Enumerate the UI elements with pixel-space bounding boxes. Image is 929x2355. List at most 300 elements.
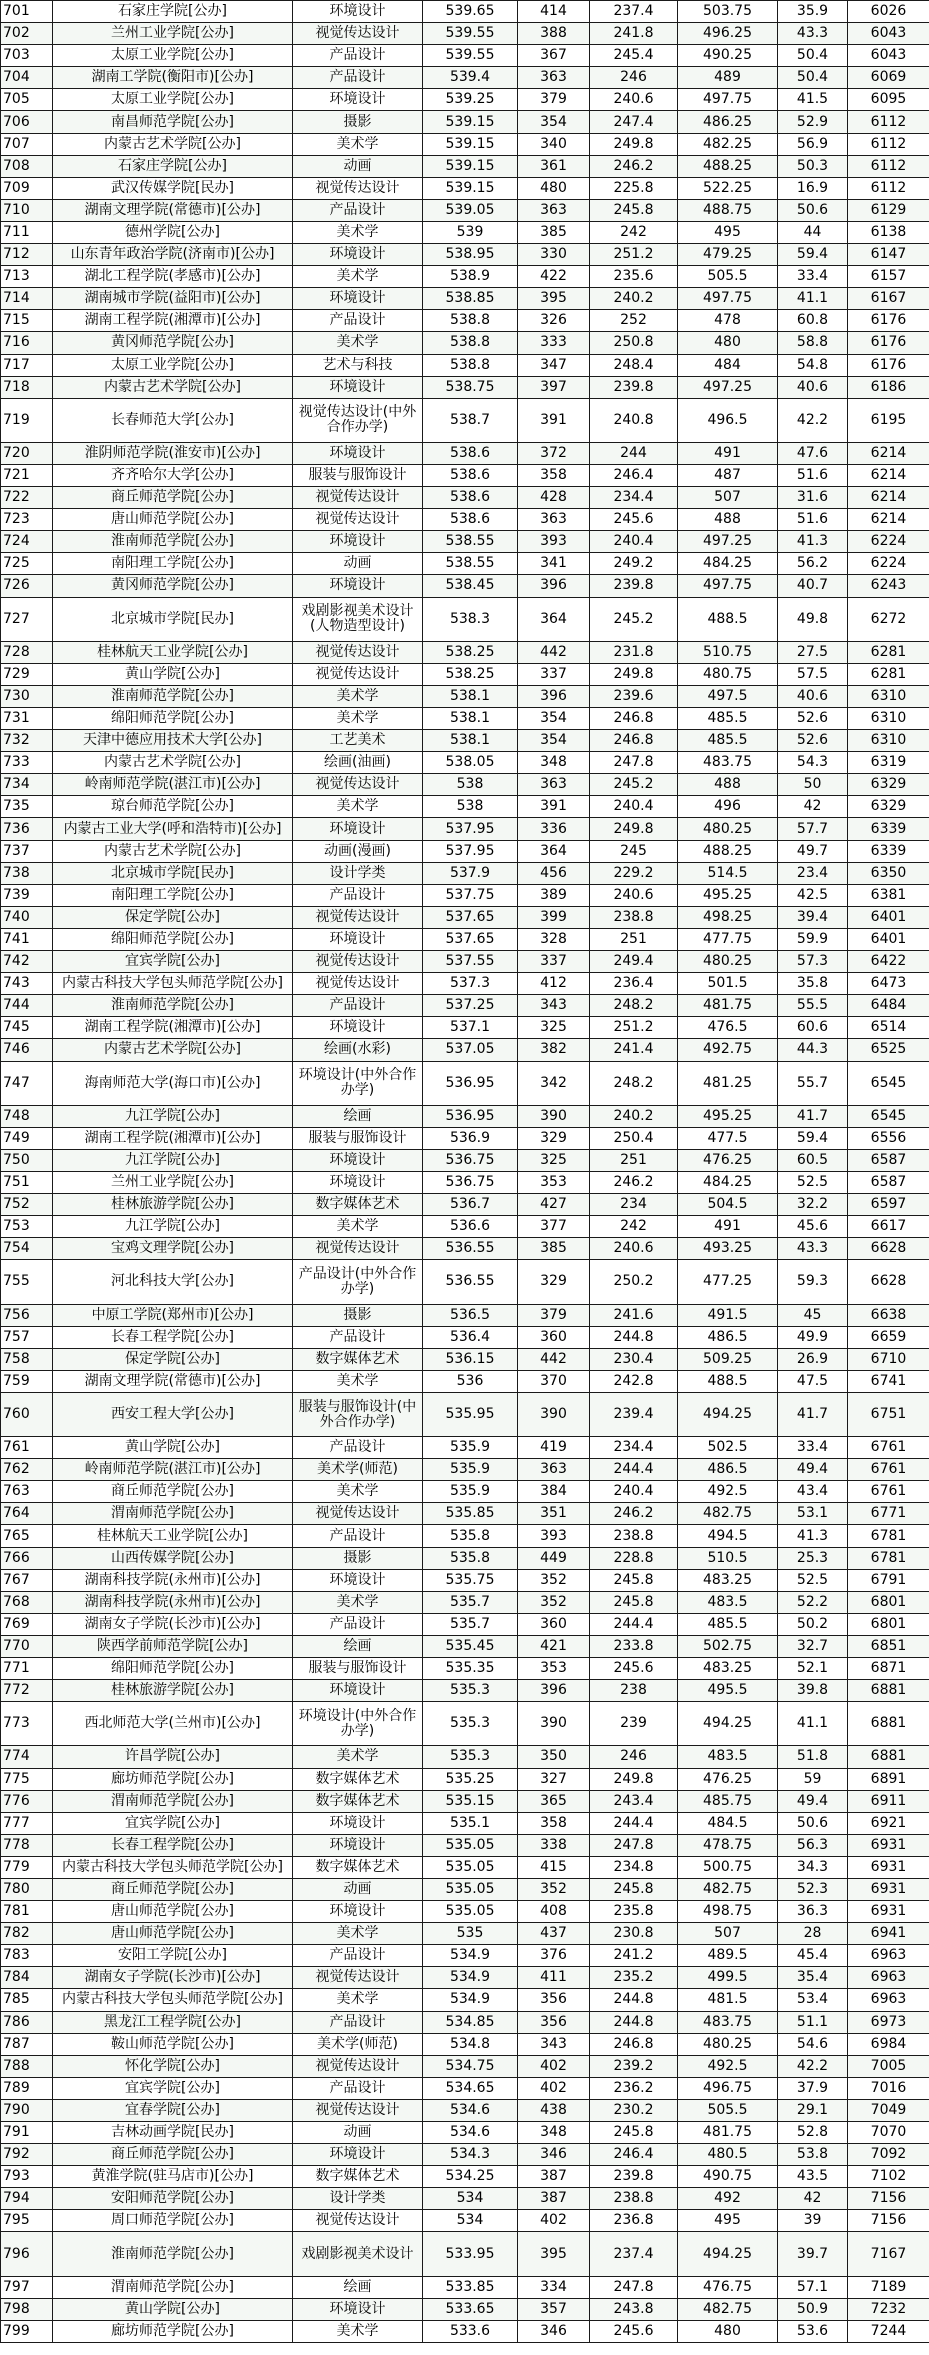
composite-score-cell: 538.1 [423, 708, 518, 730]
culture-score-cell: 245.8 [590, 1878, 678, 1900]
school-name-cell: 湖北工程学院(孝感市)[公办] [53, 266, 293, 288]
score-gap-cell: 16.9 [778, 177, 848, 199]
composite-score-cell: 539.05 [423, 199, 518, 221]
composite-score-cell: 535.25 [423, 1768, 518, 1790]
major-name-cell: 产品设计 [293, 45, 423, 67]
score-gap-cell: 40.6 [778, 376, 848, 398]
score-gap-cell: 47.6 [778, 442, 848, 464]
professional-score-cell: 415 [518, 1856, 590, 1878]
composite-score-cell: 536.4 [423, 1326, 518, 1348]
school-name-cell: 内蒙古科技大学包头师范学院[公办] [53, 1856, 293, 1878]
major-name-cell: 产品设计(中外合作办学) [293, 1260, 423, 1304]
converted-score-cell: 486.5 [678, 1459, 778, 1481]
major-name-cell: 数字媒体艺术 [293, 2166, 423, 2188]
professional-score-cell: 343 [518, 2033, 590, 2055]
composite-score-cell: 535.15 [423, 1790, 518, 1812]
rank-cell: 6751 [848, 1392, 929, 1436]
major-name-cell: 戏剧影视美术设计 [293, 2232, 423, 2276]
school-name-cell: 宜宾学院[公办] [53, 1812, 293, 1834]
score-gap-cell: 35.8 [778, 973, 848, 995]
culture-score-cell: 240.4 [590, 531, 678, 553]
row-number-cell: 776 [1, 1790, 53, 1812]
rank-cell: 6422 [848, 951, 929, 973]
score-gap-cell: 51.6 [778, 464, 848, 486]
converted-score-cell: 480.25 [678, 951, 778, 973]
score-gap-cell: 41.1 [778, 288, 848, 310]
major-name-cell: 绘画 [293, 1635, 423, 1657]
professional-score-cell: 348 [518, 752, 590, 774]
school-name-cell: 宜春学院[公办] [53, 2099, 293, 2121]
professional-score-cell: 348 [518, 2122, 590, 2144]
professional-score-cell: 399 [518, 906, 590, 928]
culture-score-cell: 249.8 [590, 133, 678, 155]
rank-cell: 6147 [848, 244, 929, 266]
school-name-cell: 内蒙古科技大学包头师范学院[公办] [53, 1989, 293, 2011]
row-number-cell: 721 [1, 464, 53, 486]
rank-cell: 6638 [848, 1304, 929, 1326]
composite-score-cell: 536.55 [423, 1260, 518, 1304]
composite-score-cell: 534.9 [423, 1989, 518, 2011]
composite-score-cell: 538.1 [423, 685, 518, 707]
score-gap-cell: 42.5 [778, 884, 848, 906]
converted-score-cell: 497.25 [678, 531, 778, 553]
major-name-cell: 环境设计 [293, 818, 423, 840]
professional-score-cell: 391 [518, 398, 590, 442]
school-name-cell: 西安工程大学[公办] [53, 1392, 293, 1436]
rank-cell: 6214 [848, 509, 929, 531]
row-number-cell: 724 [1, 531, 53, 553]
composite-score-cell: 535.9 [423, 1437, 518, 1459]
major-name-cell: 数字媒体艺术 [293, 1856, 423, 1878]
culture-score-cell: 239.8 [590, 2166, 678, 2188]
major-name-cell: 视觉传达设计 [293, 1967, 423, 1989]
school-name-cell: 安阳师范学院[公办] [53, 2188, 293, 2210]
professional-score-cell: 387 [518, 2188, 590, 2210]
school-name-cell: 桂林旅游学院[公办] [53, 1680, 293, 1702]
converted-score-cell: 485.5 [678, 1613, 778, 1635]
school-name-cell: 九江学院[公办] [53, 1216, 293, 1238]
professional-score-cell: 357 [518, 2298, 590, 2320]
school-name-cell: 武汉传媒学院[民办] [53, 177, 293, 199]
rank-cell: 6112 [848, 177, 929, 199]
professional-score-cell: 442 [518, 641, 590, 663]
school-name-cell: 安阳工学院[公办] [53, 1945, 293, 1967]
composite-score-cell: 539.15 [423, 155, 518, 177]
score-gap-cell: 58.8 [778, 332, 848, 354]
school-name-cell: 北京城市学院[民办] [53, 597, 293, 641]
school-name-cell: 淮阴师范学院(淮安市)[公办] [53, 442, 293, 464]
school-name-cell: 南阳理工学院[公办] [53, 553, 293, 575]
professional-score-cell: 419 [518, 1437, 590, 1459]
converted-score-cell: 481.25 [678, 1061, 778, 1105]
culture-score-cell: 228.8 [590, 1547, 678, 1569]
table-row [1, 1635, 929, 1657]
school-name-cell: 桂林航天工业学院[公办] [53, 1525, 293, 1547]
school-name-cell: 太原工业学院[公办] [53, 45, 293, 67]
row-number-cell: 704 [1, 67, 53, 89]
score-gap-cell: 45.4 [778, 1945, 848, 1967]
score-gap-cell: 60.8 [778, 310, 848, 332]
culture-score-cell: 234.8 [590, 1856, 678, 1878]
row-number-cell: 755 [1, 1260, 53, 1304]
rank-cell: 6329 [848, 774, 929, 796]
professional-score-cell: 395 [518, 2232, 590, 2276]
score-gap-cell: 52.8 [778, 2122, 848, 2144]
professional-score-cell: 327 [518, 1768, 590, 1790]
professional-score-cell: 402 [518, 2077, 590, 2099]
professional-score-cell: 456 [518, 862, 590, 884]
professional-score-cell: 329 [518, 1127, 590, 1149]
converted-score-cell: 477.75 [678, 928, 778, 950]
rank-cell: 6176 [848, 354, 929, 376]
row-number-cell: 789 [1, 2077, 53, 2099]
rank-cell: 6026 [848, 1, 929, 23]
major-name-cell: 服装与服饰设计(中外合作办学) [293, 1392, 423, 1436]
composite-score-cell: 538.9 [423, 266, 518, 288]
converted-score-cell: 483.5 [678, 1591, 778, 1613]
composite-score-cell: 538.8 [423, 354, 518, 376]
composite-score-cell: 536.75 [423, 1149, 518, 1171]
culture-score-cell: 239.4 [590, 1392, 678, 1436]
converted-score-cell: 488.25 [678, 840, 778, 862]
composite-score-cell: 535.7 [423, 1613, 518, 1635]
table-row [1, 509, 929, 531]
major-name-cell: 美术学(师范) [293, 2033, 423, 2055]
culture-score-cell: 246.2 [590, 1503, 678, 1525]
major-name-cell: 产品设计 [293, 995, 423, 1017]
converted-score-cell: 481.75 [678, 995, 778, 1017]
converted-score-cell: 510.5 [678, 1547, 778, 1569]
major-name-cell: 设计学类 [293, 2188, 423, 2210]
table-row [1, 1105, 929, 1127]
converted-score-cell: 497.75 [678, 575, 778, 597]
row-number-cell: 743 [1, 973, 53, 995]
culture-score-cell: 236.8 [590, 2210, 678, 2232]
score-gap-cell: 60.6 [778, 1017, 848, 1039]
table-row [1, 531, 929, 553]
composite-score-cell: 535.8 [423, 1547, 518, 1569]
score-gap-cell: 54.6 [778, 2033, 848, 2055]
composite-score-cell: 537.3 [423, 973, 518, 995]
rank-cell: 6095 [848, 89, 929, 111]
professional-score-cell: 367 [518, 45, 590, 67]
converted-score-cell: 488 [678, 774, 778, 796]
major-name-cell: 工艺美术 [293, 730, 423, 752]
professional-score-cell: 356 [518, 2011, 590, 2033]
professional-score-cell: 356 [518, 1989, 590, 2011]
score-gap-cell: 45.6 [778, 1216, 848, 1238]
composite-score-cell: 536.95 [423, 1105, 518, 1127]
score-gap-cell: 52.5 [778, 1171, 848, 1193]
table-row [1, 1945, 929, 1967]
culture-score-cell: 246.8 [590, 708, 678, 730]
row-number-cell: 723 [1, 509, 53, 531]
major-name-cell: 产品设计 [293, 1613, 423, 1635]
score-gap-cell: 59 [778, 1768, 848, 1790]
table-row [1, 1503, 929, 1525]
major-name-cell: 环境设计(中外合作办学) [293, 1061, 423, 1105]
composite-score-cell: 535.9 [423, 1481, 518, 1503]
culture-score-cell: 244.4 [590, 1812, 678, 1834]
row-number-cell: 719 [1, 398, 53, 442]
converted-score-cell: 495 [678, 221, 778, 243]
major-name-cell: 环境设计 [293, 2298, 423, 2320]
row-number-cell: 701 [1, 1, 53, 23]
rank-cell: 6628 [848, 1238, 929, 1260]
table-row [1, 1459, 929, 1481]
culture-score-cell: 240.2 [590, 1105, 678, 1127]
composite-score-cell: 538.25 [423, 641, 518, 663]
culture-score-cell: 240.8 [590, 398, 678, 442]
culture-score-cell: 251 [590, 1149, 678, 1171]
culture-score-cell: 247.4 [590, 111, 678, 133]
professional-score-cell: 360 [518, 1326, 590, 1348]
score-gap-cell: 51.1 [778, 2011, 848, 2033]
table-row [1, 2077, 929, 2099]
major-name-cell: 动画 [293, 1878, 423, 1900]
professional-score-cell: 388 [518, 23, 590, 45]
rank-cell: 6587 [848, 1171, 929, 1193]
table-row [1, 1017, 929, 1039]
culture-score-cell: 248.4 [590, 354, 678, 376]
professional-score-cell: 391 [518, 796, 590, 818]
table-row [1, 1547, 929, 1569]
professional-score-cell: 438 [518, 2099, 590, 2121]
table-row [1, 752, 929, 774]
table-row [1, 332, 929, 354]
major-name-cell: 环境设计 [293, 442, 423, 464]
row-number-cell: 752 [1, 1194, 53, 1216]
school-name-cell: 唐山师范学院[公办] [53, 1923, 293, 1945]
school-name-cell: 西北师范大学(兰州市)[公办] [53, 1702, 293, 1746]
composite-score-cell: 538.1 [423, 730, 518, 752]
major-name-cell: 视觉传达设计 [293, 663, 423, 685]
school-name-cell: 山西传媒学院[公办] [53, 1547, 293, 1569]
professional-score-cell: 358 [518, 1812, 590, 1834]
row-number-cell: 768 [1, 1591, 53, 1613]
major-name-cell: 视觉传达设计(中外合作办学) [293, 398, 423, 442]
row-number-cell: 736 [1, 818, 53, 840]
major-name-cell: 环境设计 [293, 244, 423, 266]
rank-cell: 6224 [848, 531, 929, 553]
school-name-cell: 商丘师范学院[公办] [53, 1878, 293, 1900]
culture-score-cell: 241.4 [590, 1039, 678, 1061]
table-row [1, 89, 929, 111]
composite-score-cell: 538.6 [423, 442, 518, 464]
rank-cell: 6381 [848, 884, 929, 906]
composite-score-cell: 537.95 [423, 818, 518, 840]
major-name-cell: 数字媒体艺术 [293, 1194, 423, 1216]
table-row [1, 906, 929, 928]
culture-score-cell: 248.2 [590, 995, 678, 1017]
composite-score-cell: 538.8 [423, 310, 518, 332]
culture-score-cell: 249.8 [590, 663, 678, 685]
converted-score-cell: 507 [678, 1923, 778, 1945]
culture-score-cell: 244.8 [590, 2011, 678, 2033]
converted-score-cell: 482.75 [678, 1878, 778, 1900]
rank-cell: 7232 [848, 2298, 929, 2320]
converted-score-cell: 493.25 [678, 1238, 778, 1260]
score-gap-cell: 40.7 [778, 575, 848, 597]
composite-score-cell: 537.55 [423, 951, 518, 973]
row-number-cell: 735 [1, 796, 53, 818]
school-name-cell: 岭南师范学院(湛江市)[公办] [53, 1459, 293, 1481]
major-name-cell: 美术学 [293, 133, 423, 155]
table-row [1, 1790, 929, 1812]
table-row [1, 928, 929, 950]
school-name-cell: 陕西学前师范学院[公办] [53, 1635, 293, 1657]
school-name-cell: 太原工业学院[公办] [53, 354, 293, 376]
converted-score-cell: 478.75 [678, 1834, 778, 1856]
rank-cell: 6931 [848, 1901, 929, 1923]
school-name-cell: 绵阳师范学院[公办] [53, 708, 293, 730]
professional-score-cell: 363 [518, 67, 590, 89]
row-number-cell: 747 [1, 1061, 53, 1105]
composite-score-cell: 534.9 [423, 1967, 518, 1989]
row-number-cell: 762 [1, 1459, 53, 1481]
professional-score-cell: 390 [518, 1702, 590, 1746]
professional-score-cell: 411 [518, 1967, 590, 1989]
professional-score-cell: 377 [518, 1216, 590, 1238]
professional-score-cell: 387 [518, 2166, 590, 2188]
rank-cell: 6310 [848, 730, 929, 752]
table-row [1, 244, 929, 266]
table-row [1, 354, 929, 376]
culture-score-cell: 229.2 [590, 862, 678, 884]
row-number-cell: 718 [1, 376, 53, 398]
rank-cell: 6176 [848, 332, 929, 354]
school-name-cell: 廊坊师范学院[公办] [53, 1768, 293, 1790]
major-name-cell: 环境设计(中外合作办学) [293, 1702, 423, 1746]
school-name-cell: 内蒙古工业大学(呼和浩特市)[公办] [53, 818, 293, 840]
rank-cell: 6659 [848, 1326, 929, 1348]
rank-cell: 7092 [848, 2144, 929, 2166]
culture-score-cell: 234.4 [590, 487, 678, 509]
row-number-cell: 788 [1, 2055, 53, 2077]
major-name-cell: 环境设计 [293, 89, 423, 111]
composite-score-cell: 535.05 [423, 1878, 518, 1900]
composite-score-cell: 536 [423, 1370, 518, 1392]
culture-score-cell: 231.8 [590, 641, 678, 663]
school-name-cell: 绵阳师范学院[公办] [53, 928, 293, 950]
rank-cell: 6525 [848, 1039, 929, 1061]
row-number-cell: 715 [1, 310, 53, 332]
row-number-cell: 748 [1, 1105, 53, 1127]
row-number-cell: 786 [1, 2011, 53, 2033]
professional-score-cell: 350 [518, 1746, 590, 1768]
professional-score-cell: 412 [518, 973, 590, 995]
row-number-cell: 795 [1, 2210, 53, 2232]
professional-score-cell: 390 [518, 1105, 590, 1127]
major-name-cell: 视觉传达设计 [293, 641, 423, 663]
converted-score-cell: 488 [678, 509, 778, 531]
major-name-cell: 视觉传达设计 [293, 177, 423, 199]
school-name-cell: 渭南师范学院[公办] [53, 1503, 293, 1525]
major-name-cell: 环境设计 [293, 2144, 423, 2166]
score-gap-cell: 60.5 [778, 1149, 848, 1171]
score-gap-cell: 43.5 [778, 2166, 848, 2188]
culture-score-cell: 237.4 [590, 2232, 678, 2276]
school-name-cell: 鞍山师范学院[公办] [53, 2033, 293, 2055]
score-gap-cell: 37.9 [778, 2077, 848, 2099]
rank-cell: 6881 [848, 1680, 929, 1702]
composite-score-cell: 539.4 [423, 67, 518, 89]
rank-cell: 6214 [848, 464, 929, 486]
culture-score-cell: 250.4 [590, 1127, 678, 1149]
score-gap-cell: 41.7 [778, 1105, 848, 1127]
rank-cell: 6881 [848, 1746, 929, 1768]
school-name-cell: 怀化学院[公办] [53, 2055, 293, 2077]
row-number-cell: 733 [1, 752, 53, 774]
composite-score-cell: 535.45 [423, 1635, 518, 1657]
school-name-cell: 九江学院[公办] [53, 1149, 293, 1171]
converted-score-cell: 481.75 [678, 2122, 778, 2144]
row-number-cell: 783 [1, 1945, 53, 1967]
converted-score-cell: 484 [678, 354, 778, 376]
score-gap-cell: 52.2 [778, 1591, 848, 1613]
score-gap-cell: 43.3 [778, 1238, 848, 1260]
culture-score-cell: 251.2 [590, 1017, 678, 1039]
table-row [1, 2320, 929, 2342]
table-row [1, 1304, 929, 1326]
converted-score-cell: 505.5 [678, 266, 778, 288]
converted-score-cell: 495 [678, 2210, 778, 2232]
score-gap-cell: 54.8 [778, 354, 848, 376]
culture-score-cell: 246.2 [590, 1171, 678, 1193]
rank-cell: 6851 [848, 1635, 929, 1657]
school-name-cell: 湖南女子学院(长沙市)[公办] [53, 1967, 293, 1989]
converted-score-cell: 494.25 [678, 1392, 778, 1436]
composite-score-cell: 537.25 [423, 995, 518, 1017]
row-number-cell: 741 [1, 928, 53, 950]
major-name-cell: 环境设计 [293, 1680, 423, 1702]
culture-score-cell: 246 [590, 67, 678, 89]
school-name-cell: 许昌学院[公办] [53, 1746, 293, 1768]
table-row [1, 310, 929, 332]
table-row [1, 708, 929, 730]
major-name-cell: 设计学类 [293, 862, 423, 884]
converted-score-cell: 496 [678, 796, 778, 818]
professional-score-cell: 421 [518, 1635, 590, 1657]
table-row [1, 1901, 929, 1923]
rank-cell: 6545 [848, 1061, 929, 1105]
score-gap-cell: 32.2 [778, 1194, 848, 1216]
major-name-cell: 美术学 [293, 1923, 423, 1945]
composite-score-cell: 535.75 [423, 1569, 518, 1591]
rank-cell: 6281 [848, 641, 929, 663]
score-gap-cell: 43.3 [778, 23, 848, 45]
major-name-cell: 美术学 [293, 796, 423, 818]
table-row [1, 663, 929, 685]
composite-score-cell: 535.9 [423, 1459, 518, 1481]
culture-score-cell: 245.8 [590, 1591, 678, 1613]
rank-cell: 6628 [848, 1260, 929, 1304]
school-name-cell: 海南师范大学(海口市)[公办] [53, 1061, 293, 1105]
score-gap-cell: 59.4 [778, 244, 848, 266]
professional-score-cell: 338 [518, 1834, 590, 1856]
row-number-cell: 793 [1, 2166, 53, 2188]
culture-score-cell: 246.8 [590, 730, 678, 752]
school-name-cell: 南昌师范学院[公办] [53, 111, 293, 133]
score-gap-cell: 59.9 [778, 928, 848, 950]
row-number-cell: 734 [1, 774, 53, 796]
score-gap-cell: 44.3 [778, 1039, 848, 1061]
school-name-cell: 宜宾学院[公办] [53, 2077, 293, 2099]
score-gap-cell: 33.4 [778, 266, 848, 288]
table-row [1, 177, 929, 199]
rank-cell: 6963 [848, 1945, 929, 1967]
row-number-cell: 779 [1, 1856, 53, 1878]
